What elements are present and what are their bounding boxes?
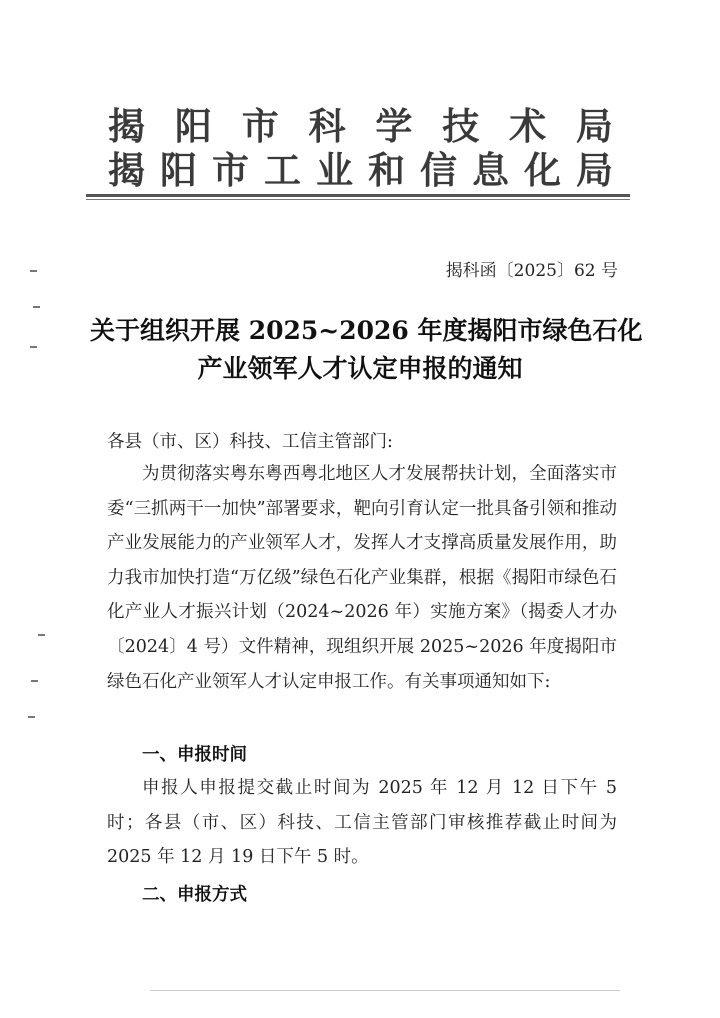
org-char: 局: [576, 148, 613, 192]
section-1-paragraph: 申报人申报提交截止时间为 2025 年 12 月 12 日下午 5 时；各县（市、区）科技、工信主管部门审核推荐截止时间为 2025 年 12 月 19 日下午 5 时。: [107, 778, 617, 868]
salutation: 各县（市、区）科技、工信主管部门:: [107, 432, 393, 452]
scan-mark: [28, 716, 35, 718]
org-char: 技: [442, 104, 480, 148]
scan-mark: [31, 680, 38, 682]
header-divider-thick: [86, 194, 630, 197]
scan-mark: [33, 306, 40, 308]
org-char: 和: [368, 148, 405, 192]
section-heading-2: 二、申报方式: [142, 885, 247, 905]
issuing-organization-line2: [108, 148, 613, 192]
org-char: 市: [241, 104, 279, 148]
org-char: 揭: [108, 104, 145, 148]
org-char: 揭: [108, 148, 145, 192]
scan-edge-line: [150, 990, 620, 991]
org-char: 工: [264, 148, 301, 192]
document-number: 揭科函〔2025〕62 号: [445, 261, 618, 281]
org-char: 市: [212, 148, 249, 192]
org-char: 信: [420, 148, 457, 192]
scan-mark: [38, 634, 45, 636]
header-divider-thin: [86, 199, 630, 200]
issuing-organization-line1: [108, 104, 613, 148]
org-char: 业: [316, 148, 353, 192]
org-char: 阳: [174, 104, 212, 148]
notice-title-line2: 产业领军人才认定申报的通知: [197, 354, 523, 383]
notice-title-line1: 关于组织开展 2025~2026 年度揭阳市绿色石化: [90, 316, 643, 345]
org-char: 术: [509, 104, 547, 148]
org-char: 科: [308, 104, 346, 148]
scan-mark: [30, 346, 37, 348]
section-heading-1: 一、申报时间: [142, 745, 247, 765]
intro-paragraph: 为贯彻落实粤东粤西粤北地区人才发展帮扶计划，全面落实市委“三抓两干一加快”部署要求，靶向引育认定一批具备引领和推动产业发展能力的产业领军人才，发挥人才支撑高质量发展作用，助力我市加快打造“万亿级”绿色石化产业集群，根据《揭阳市绿色石化产业人才振兴计划（2024~2026 年）实施方案》（揭委人才办〔2024〕4 号）文件精神，现组织开展 2025~2026 年度揭阳市绿色石化产业领军人才认定申报工作。有关事项通知如下:: [107, 464, 617, 692]
org-char: 阳: [160, 148, 197, 192]
org-char: 息: [472, 148, 509, 192]
org-char: 学: [375, 104, 413, 148]
org-char: 局: [575, 104, 613, 148]
org-char: 化: [524, 148, 561, 192]
scan-mark: [30, 270, 37, 272]
